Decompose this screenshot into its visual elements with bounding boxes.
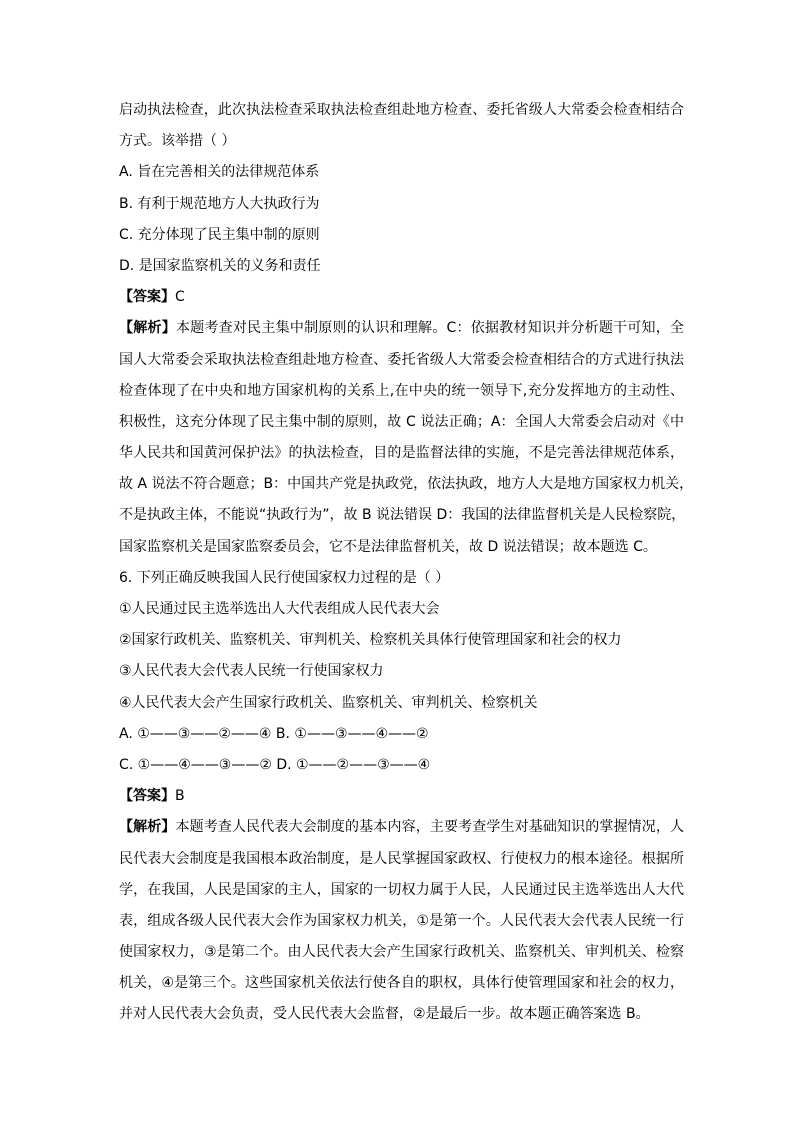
q5-analysis-line-7: 不是执政主体，不能说“执政行为”，故 B 说法错误 D：我国的法律监督机关是人民检察院， <box>119 507 686 524</box>
q5-option-c: C. 充分体现了民主集中制的原则 <box>119 226 320 243</box>
q5-answer-value: C <box>175 289 185 306</box>
q6-analysis-line-2: 民代表大会制度是我国根本政治制度，是人民掌握国家政权、行使权力的根本途径。根据所 <box>119 850 684 867</box>
q6-analysis-line-4: 表，组成各级人民代表大会作为国家权力机关，①是第一个。人民代表大会代表人民统一行 <box>119 912 684 929</box>
q6-analysis-label: 【解析】 <box>119 819 176 836</box>
q6-item-3: ③人民代表大会代表人民统一行使国家权力 <box>119 663 384 680</box>
q6-analysis-line-7: 并对人民代表大会负责，受人民代表大会监督，②是最后一步。故本题正确答案选 B。 <box>119 1006 650 1023</box>
q6-analysis-line-6: 机关，④是第三个。这些国家机关依法行使各自的职权，具体行使管理国家和社会的权力， <box>119 975 684 992</box>
q5-answer-label: 【答案】 <box>119 289 175 306</box>
page-content <box>119 95 694 1031</box>
q6-options-row-1: A. ①——③——②——④ B. ①——③——④——② <box>119 725 429 742</box>
q5-analysis-first: 本题考查对民主集中制原则的认识和理解。C：依据教材知识并分析题干可知，全 <box>175 320 684 337</box>
q5-option-a: A. 旨在完善相关的法律规范体系 <box>119 164 320 181</box>
q6-answer-value: B <box>175 788 185 805</box>
q5-analysis-line-5: 华人民共和国黄河保护法》的执法检查，目的是监督法律的实施，不是完善法律规范体系， <box>119 445 684 462</box>
q5-analysis-line-1 <box>119 313 684 344</box>
q5-analysis-line-3: 检查体现了在中央和地方国家机构的关系上,在中央的统一领导下,充分发挥地方的主动性、 <box>119 382 684 399</box>
q6-answer <box>119 781 684 812</box>
q6-item-2: ②国家行政机关、监察机关、审判机关、检察机关具体行使管理国家和社会的权力 <box>119 632 622 649</box>
q5-analysis-line-8: 国家监察机关是国家监察委员会，它不是法律监督机关，故 D 说法错误；故本题选 C。 <box>119 538 657 555</box>
q6-analysis-line-3: 学，在我国，人民是国家的主人，国家的一切权力属于人民，人民通过民主选举选出人大代 <box>119 881 684 898</box>
q6-analysis-line-5: 使国家权力，③是第二个。由人民代表大会产生国家行政机关、监察机关、审判机关、检察 <box>119 944 684 961</box>
q6-analysis-first: 本题考查人民代表大会制度的基本内容，主要考查学生对基础知识的掌握情况，人 <box>175 819 685 836</box>
q5-analysis-line-6: 故 A 说法不符合题意；B：中国共产党是执政党，依法执政，地方人大是地方国家权力机关， <box>119 476 694 493</box>
q5-option-d: D. 是国家监察机关的义务和责任 <box>119 257 321 274</box>
q5-analysis-line-2: 国人大常委会采取执法检查组赴地方检查、委托省级人大常委会检查相结合的方式进行执法 <box>119 351 684 368</box>
q6-answer-label: 【答案】 <box>119 788 175 805</box>
q6-analysis-line-1 <box>119 812 684 843</box>
q6-options-row-2: C. ①——④——③——② D. ①——②——③——④ <box>119 756 431 773</box>
q5-stem-line-1: 启动执法检查，此次执法检查采取执法检查组赴地方检查、委托省级人大常委会检查相结合 <box>119 102 684 118</box>
q6-item-1: ①人民通过民主选举选出人大代表组成人民代表大会 <box>119 601 440 617</box>
q6-stem: 6. 下列正确反映我国人民行使国家权力过程的是（ ） <box>119 569 450 586</box>
q6-item-4: ④人民代表大会产生国家行政机关、监察机关、审判机关、检察机关 <box>119 694 538 711</box>
q5-analysis-line-4: 积极性，这充分体现了民主集中制的原则，故 C 说法正确；A：全国人大常委会启动对《中 <box>119 413 684 430</box>
q5-answer <box>119 282 684 313</box>
q5-stem-line-2: 方式。该举措（ ） <box>119 133 236 150</box>
q5-option-b: B. 有利于规范地方人大执政行为 <box>119 195 320 212</box>
q5-analysis-label: 【解析】 <box>119 320 176 337</box>
